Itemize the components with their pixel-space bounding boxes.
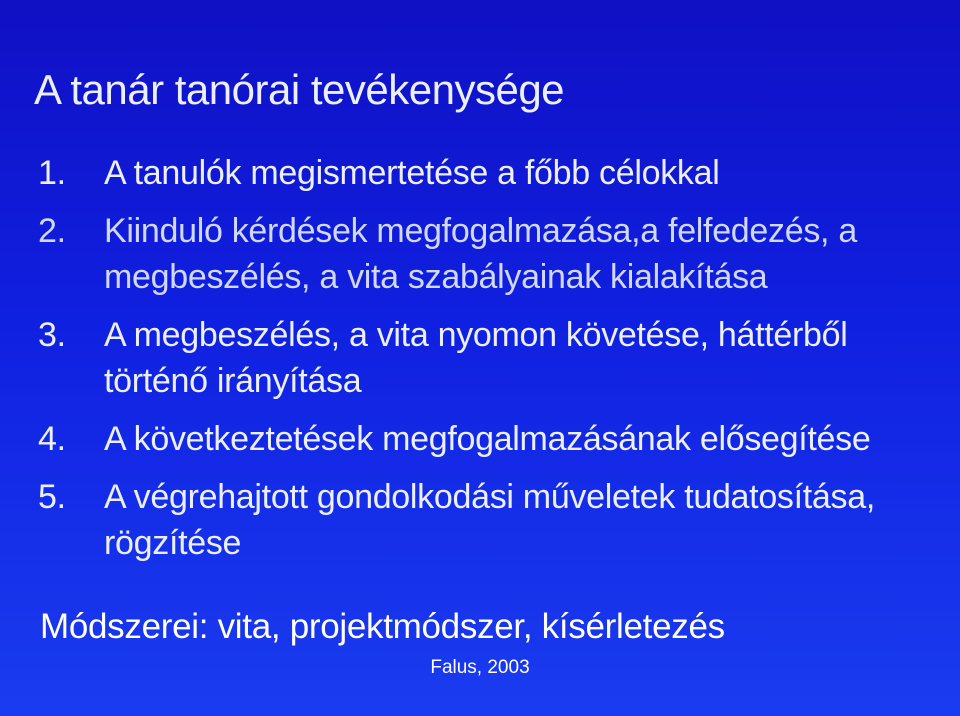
activity-list <box>0 150 960 578</box>
list-item <box>0 150 960 196</box>
list-item-number: 3. <box>38 316 66 354</box>
list-item-number: 2. <box>38 212 66 250</box>
list-item-number: 1. <box>38 154 66 192</box>
list-item-text: A megbeszélés, a vita nyomon követése, háttérből történő irányítása <box>104 316 848 400</box>
source-citation: Falus, 2003 <box>430 657 530 678</box>
slide-title: A tanár tanórai tevékenysége <box>34 66 565 113</box>
list-item <box>0 416 960 462</box>
list-item-number: 5. <box>38 478 66 516</box>
list-item <box>0 208 960 300</box>
methods-line: Módszerei: vita, projektmódszer, kísérletezés <box>40 607 725 646</box>
list-item-text: A tanulók megismertetése a főbb célokkal <box>104 154 720 192</box>
list-item-text: Kiinduló kérdések megfogalmazása,a felfedezés, a megbeszélés, a vita szabályainak kialakítása <box>104 212 857 296</box>
list-item <box>0 474 960 566</box>
list-item <box>0 312 960 404</box>
list-item-text: A következtetések megfogalmazásának elősegítése <box>104 420 871 458</box>
list-item-text: A végrehajtott gondolkodási műveletek tudatosítása, rögzítése <box>104 478 875 562</box>
list-item-number: 4. <box>38 420 66 458</box>
